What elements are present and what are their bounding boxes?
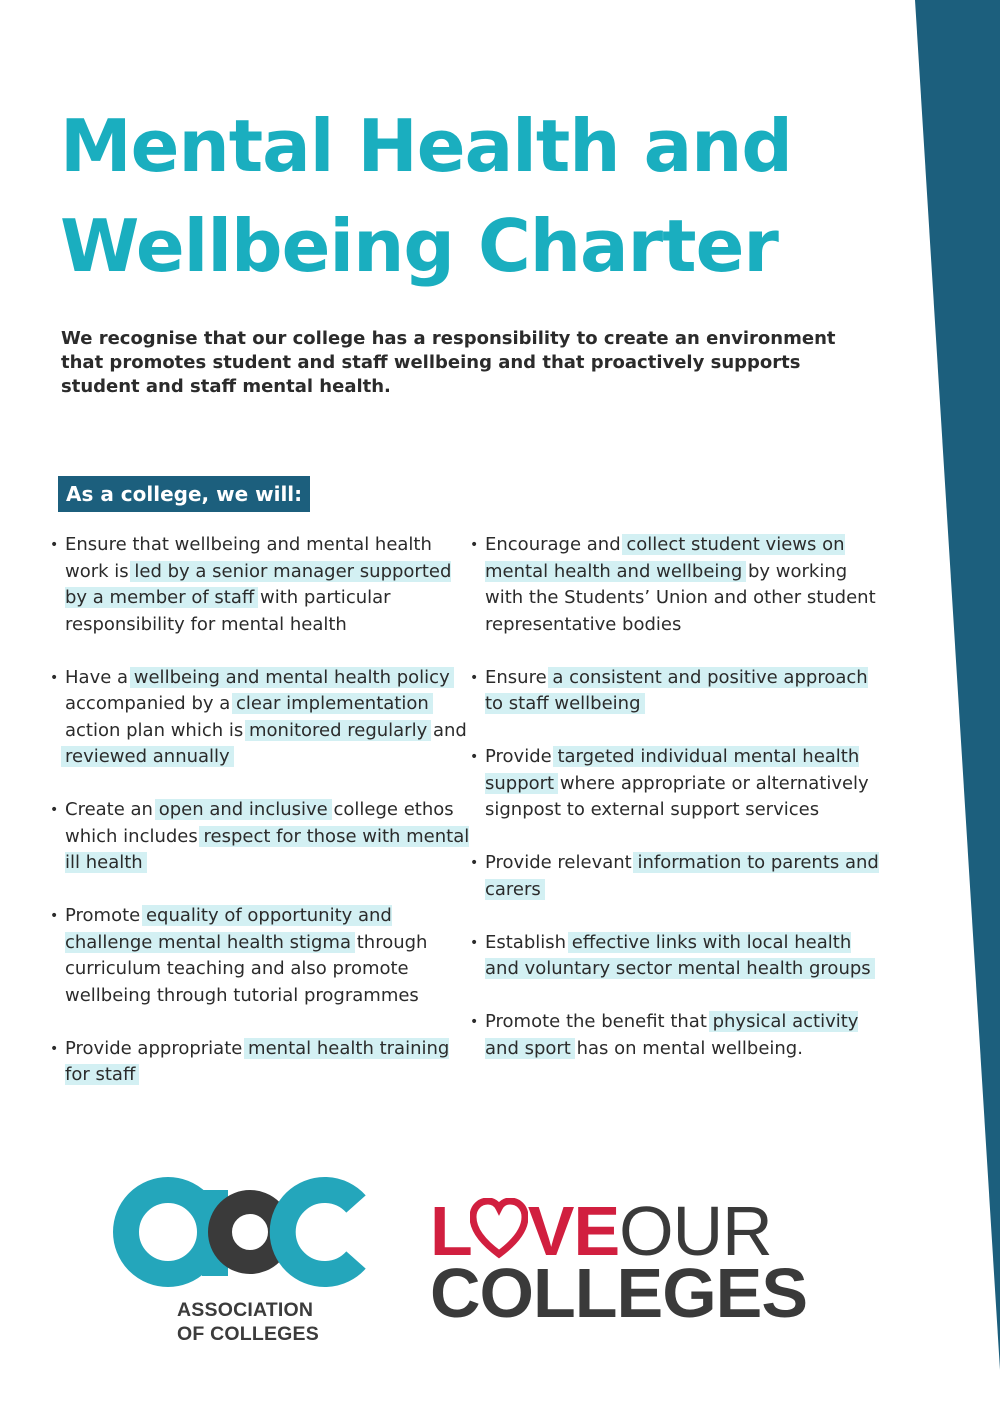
commitment-text: Create an: [65, 799, 159, 820]
highlighted-phrase: physical activity and sport: [485, 1011, 859, 1059]
highlighted-phrase: open and inclusive: [158, 799, 328, 820]
commitment-text: Have a: [65, 666, 134, 688]
commitments-left-column: [50, 532, 470, 1115]
commitment-text: Provide: [485, 746, 558, 767]
commitment-text: accompanied by a: [65, 693, 237, 714]
highlighted-phrase: effective links with local health and voluntary sector mental health groups: [485, 931, 871, 979]
highlighted-phrase: monitored regularly: [248, 719, 428, 741]
highlighted-phrase: collect student views on mental health and wellbeing: [485, 534, 845, 582]
highlighted-phrase: wellbeing and mental health policy: [133, 666, 450, 688]
love-letters-ve: VE: [527, 1192, 620, 1270]
commitment-item: [50, 665, 470, 771]
commitment-item: [50, 903, 470, 1009]
commitment-item: [470, 665, 890, 718]
page-title-line-1: Mental Health and: [60, 104, 792, 188]
commitment-text: Ensure that wellbeing and mental health work is: [65, 534, 432, 582]
highlighted-phrase: targeted individual mental health support: [485, 746, 860, 794]
page-title-line-2: Wellbeing Charter: [60, 204, 778, 288]
commitment-item: [470, 850, 890, 903]
our-text: OUR: [619, 1192, 772, 1270]
love-our-colleges-logo: [430, 1192, 830, 1332]
commitment-item: [50, 532, 470, 638]
highlighted-phrase: respect for those with mental ill health: [65, 825, 470, 873]
highlighted-phrase: clear implementation: [236, 693, 429, 714]
commitment-text: has on mental wellbeing.: [570, 1037, 803, 1059]
commitment-item: [50, 1036, 470, 1089]
highlighted-phrase: led by a senior manager supported by a member of staff: [65, 560, 452, 608]
highlighted-phrase: mental health training for staff: [65, 1037, 450, 1085]
commitment-item: [470, 930, 890, 983]
intro-paragraph: We recognise that our college has a responsibility to create an environment that promotes student and staff wellbeing and that proactively supports student and staff mental health.: [61, 328, 836, 397]
aoc-name: [177, 1298, 319, 1346]
highlighted-phrase: information to parents and carers: [485, 852, 879, 900]
commitment-item: [470, 1009, 890, 1062]
commitment-text: Promote the benefit that: [485, 1011, 713, 1032]
commitment-text: Provide appropriate: [65, 1037, 249, 1059]
section-label: As a college, we will:: [58, 476, 310, 512]
aoc-name-line-2: OF COLLEGES: [177, 1323, 319, 1345]
commitment-text: through curriculum teaching and also promote wellbeing through tutorial programmes: [65, 931, 428, 1006]
commitment-item: [470, 744, 890, 824]
page-title: [60, 96, 900, 296]
commitment-text: with particular responsibility for mental health: [65, 587, 391, 635]
aoc-name-line-1: ASSOCIATION: [177, 1299, 314, 1321]
commitment-text: where appropriate or alternatively signpost to external support services: [485, 772, 869, 820]
commitment-text: Promote: [65, 905, 146, 926]
commitments-right-column: [470, 532, 890, 1089]
love-letter-l: L: [430, 1192, 472, 1270]
commitment-text: Encourage and: [485, 534, 627, 555]
commitment-text: Ensure: [485, 666, 553, 688]
heart-icon: [470, 1198, 528, 1260]
highlighted-phrase: reviewed annually: [65, 746, 230, 767]
highlighted-phrase: a consistent and positive approach to staff wellbeing: [485, 666, 868, 714]
commitment-text: action plan which is: [65, 719, 249, 741]
commitment-item: [50, 797, 470, 877]
colleges-text: COLLEGES: [430, 1254, 808, 1332]
commitment-text: and: [427, 719, 467, 741]
commitment-text: college ethos which includes: [65, 799, 454, 847]
commitment-text: Provide relevant: [485, 852, 638, 873]
commitment-text: Establish: [485, 931, 572, 953]
commitment-item: [470, 532, 890, 638]
commitment-text: by working with the Students’ Union and other student representative bodies: [485, 560, 876, 635]
highlighted-phrase: equality of opportunity and challenge mental health stigma: [65, 905, 392, 953]
